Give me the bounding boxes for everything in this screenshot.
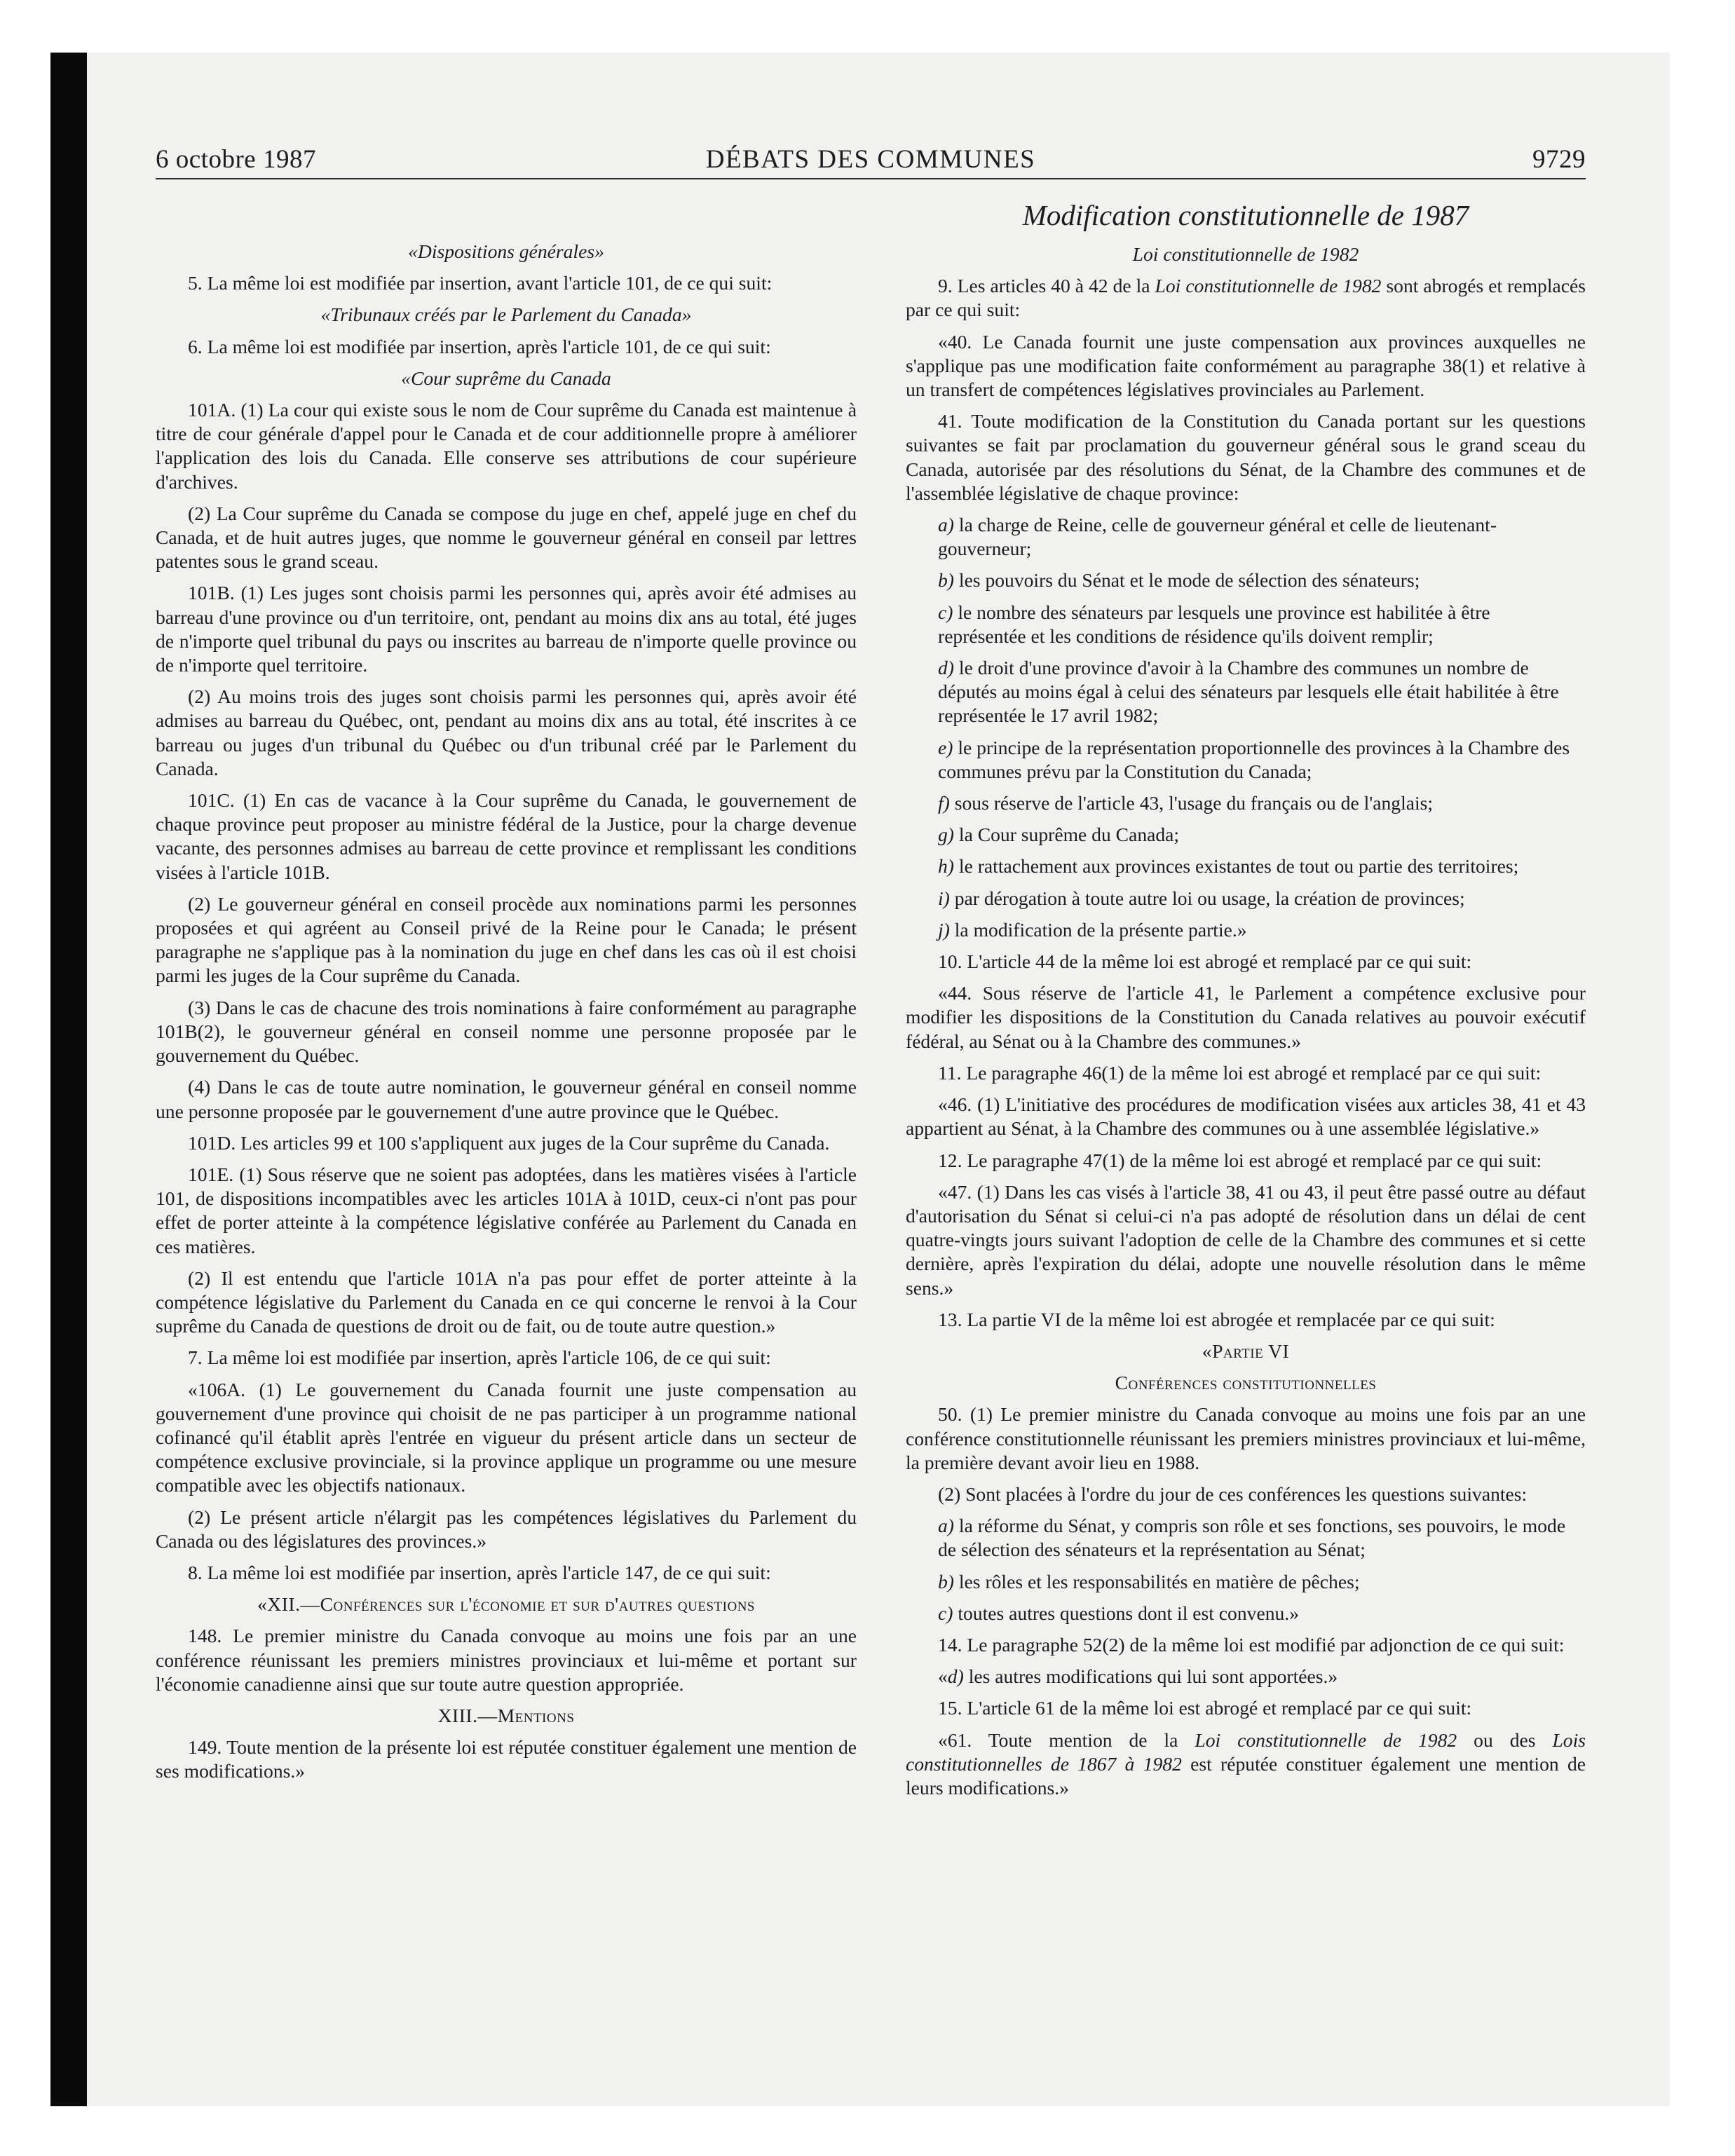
list-item-letter: i) <box>938 887 950 909</box>
article-148: 148. Le premier ministre du Canada convoque au moins une fois par an une conférence réunissant les premiers ministres provinciaux et lui-même et portant sur l'économie canadienne ainsi que sur toute autre question appropriée. <box>156 1625 857 1695</box>
list-item <box>906 601 1586 648</box>
list-item-text: les rôles et les responsabilités en matière de pêches; <box>954 1570 1360 1592</box>
right-column <box>906 198 1586 1808</box>
section-subtitle: Loi constitutionnelle de 1982 <box>1132 243 1359 265</box>
running-head <box>156 144 1586 179</box>
article-40: «40. Le Canada fournit une juste compensation aux provinces auxquelles ne s'applique pas une modification faite conformément au paragraphe 38(1) et relative à un transfert de compétences législatives provinciales au Parlement. <box>906 330 1586 401</box>
list-item-text: la charge de Reine, celle de gouverneur général et celle de lieutenant-gouverneur; <box>938 514 1497 560</box>
clause-14: 14. Le paragraphe 52(2) de la même loi est modifié par adjonction de ce qui suit: <box>938 1633 1565 1656</box>
article-46: «46. (1) L'initiative des procédures de modification visées aux articles 38, 41 et 43 appartient au Sénat, à la Chambre des communes ou à une assemblée législative.» <box>906 1093 1586 1140</box>
list-item <box>906 918 1586 942</box>
article-52-d <box>906 1665 1586 1688</box>
list-item <box>906 823 1586 847</box>
list-item-text: la modification de la présente partie.» <box>949 918 1247 941</box>
list-item-letter: c) <box>938 601 953 623</box>
article-50-1: 50. (1) Le premier ministre du Canada convoque au moins une fois par an une conférence constitutionnelle réunissant les premiers ministres provinciaux et lui-même, la première devant avoir lieu en 1988. <box>906 1403 1586 1473</box>
list-item-letter: b) <box>938 569 954 592</box>
scan-binding-edge <box>50 53 87 2106</box>
clause-9-text-b: sont abrogés et remplacés par ce qui suit: <box>906 275 1586 321</box>
list-item-text: les pouvoirs du Sénat et le mode de sélection des sénateurs; <box>954 569 1420 592</box>
article-61-text-c: est réputée constituer également une mention de leurs modifications.» <box>906 1752 1586 1799</box>
clause-13: 13. La partie VI de la même loi est abrogée et remplacée par ce qui suit: <box>938 1308 1495 1330</box>
article-52-d-letter: d) <box>947 1665 964 1688</box>
clause-10: 10. L'article 44 de la même loi est abrogé et remplacé par ce qui suit: <box>938 950 1472 973</box>
header-page-number: 9729 <box>1532 145 1586 174</box>
article-61-act-1982: Loi constitutionnelle de 1982 <box>1195 1728 1457 1751</box>
article-61 <box>906 1728 1586 1801</box>
clause-9-text-a: 9. Les articles 40 à 42 de la <box>938 275 1155 297</box>
clause-11: 11. Le paragraphe 46(1) de la même loi est abrogé et remplacé par ce qui suit: <box>938 1061 1542 1084</box>
list-item-letter: c) <box>938 1602 953 1624</box>
article-52-d-quote: « <box>938 1665 948 1688</box>
article-101A-2: (2) La Cour suprême du Canada se compose du juge en chef, appelé juge en chef du Canada, et de huit autres juges, que nomme le gouverneur général en conseil par lettres patentes sous le grand sceau. <box>156 502 857 573</box>
list-item-letter: e) <box>938 736 953 758</box>
list-item-text: la réforme du Sénat, y compris son rôle et ses fonctions, ses pouvoirs, le mode de sélection des sénateurs et la représentation au Sénat; <box>938 1515 1566 1561</box>
clause-15: 15. L'article 61 de la même loi est abrogé et remplacé par ce qui suit: <box>938 1697 1472 1719</box>
article-101C-1: 101C. (1) En cas de vacance à la Cour suprême du Canada, le gouvernement de chaque province peut proposer au ministre fédéral de la Justice, pour la charge devenue vacante, des personnes admises au barreau de cette province et remplissant les conditions visées à l'article 101B. <box>156 789 857 883</box>
article-101E-1: 101E. (1) Sous réserve que ne soient pas adoptées, dans les matières visées à l'article 101, de dispositions incompatibles avec les articles 101A à 101D, ceux-ci n'ont pas pour effet de porter atteinte à la compétence législative conférée au Parlement du Canada en ces matières. <box>156 1163 857 1257</box>
article-44: «44. Sous réserve de l'article 41, le Parlement a compétence exclusive pour modifier les dispositions de la Constitution du Canada relatives au pouvoir exécutif fédéral, au Sénat ou à la Chambre des communes.» <box>906 982 1586 1052</box>
list-item-text: le droit d'une province d'avoir à la Chambre des communes un nombre de députés au moins égal à celui des sénateurs par lesquels elle était habilitée à être représentée le 17 avril 1982; <box>938 657 1559 727</box>
list-item-text: la Cour suprême du Canada; <box>954 824 1180 846</box>
article-101D: 101D. Les articles 99 et 100 s'appliquent aux juges de la Cour suprême du Canada. <box>188 1131 830 1154</box>
left-column <box>156 198 857 1792</box>
article-41: 41. Toute modification de la Constitution du Canada portant sur les questions suivantes se fait par proclamation du gouverneur général sous le grand sceau du Canada, autorisée par des résolutions du Sénat, de la Chambre des communes et de l'assemblée législative de chaque province: <box>906 410 1586 504</box>
list-item <box>906 791 1586 815</box>
article-101A-1: 101A. (1) La cour qui existe sous le nom de Cour suprême du Canada est maintenue à titre de cour générale d'appel pour le Canada et de cour additionnelle propre à améliorer l'application des lois du Canada. Elle conserve ses attributions de cour supérieure d'archives. <box>156 399 857 493</box>
article-41-list <box>906 513 1586 942</box>
list-item <box>906 854 1586 878</box>
article-52-d-text: les autres modifications qui lui sont apportées.» <box>963 1665 1338 1688</box>
article-106A-2: (2) Le présent article n'élargit pas les compétences législatives du Parlement du Canada ou des législatures des provinces.» <box>156 1506 857 1552</box>
article-47: «47. (1) Dans les cas visés à l'article 38, 41 ou 43, il peut être passé outre au défaut d'autorisation du Sénat si celui-ci n'a pas adopté de résolution dans un délai de cent quatre-vingts jours suivant l'adoption de celle de la Chambre des communes et si cette dernière, après l'expiration du délai, adopte une nouvelle résolution dans le même sens.» <box>906 1180 1586 1299</box>
clause-9 <box>906 274 1586 322</box>
list-item <box>906 1514 1586 1562</box>
list-item-letter: g) <box>938 824 954 846</box>
list-item-letter: a) <box>938 1515 954 1537</box>
list-item-text: sous réserve de l'article 43, l'usage du français ou de l'anglais; <box>949 792 1434 814</box>
article-50-2: (2) Sont placées à l'ordre du jour de ces conférences les questions suivantes: <box>938 1482 1528 1505</box>
list-item-letter: f) <box>938 792 950 814</box>
heading-part-xii: «XII.—Conférences sur l'économie et sur d'autres questions <box>257 1593 755 1616</box>
list-item-text: le nombre des sénateurs par lesquels une province est habilitée à être représentée et les conditions de résidence qu'ils doivent remplir; <box>938 601 1490 647</box>
heading-conferences: Conférences constitutionnelles <box>1115 1372 1377 1394</box>
clause-6: 6. La même loi est modifiée par insertion, après l'article 101, de ce qui suit: <box>188 335 771 357</box>
list-item-text: le principe de la représentation proportionnelle des provinces à la Chambre des communes prévu par la Constitution du Canada; <box>938 736 1570 782</box>
clause-5: 5. La même loi est modifiée par insertion, avant l'article 101, de ce qui suit: <box>188 272 773 294</box>
article-101C-4: (4) Dans le cas de toute autre nomination, le gouverneur général en conseil nomme une personne proposée par le gouvernement d'une autre province que le Québec. <box>156 1076 857 1122</box>
article-101C-3: (3) Dans le cas de chacune des trois nominations à faire conformément au paragraphe 101B(2), le gouverneur général en conseil nomme une personne proposée par le gouvernement du Québec. <box>156 996 857 1067</box>
heading-dispositions: «Dispositions générales» <box>408 240 604 262</box>
heading-part-xiii: XIII.—Mentions <box>437 1704 575 1726</box>
list-item-letter: a) <box>938 514 954 536</box>
list-item <box>906 568 1586 592</box>
heading-cour-supreme: «Cour suprême du Canada <box>401 367 611 389</box>
list-item-letter: d) <box>938 657 954 679</box>
section-title: Modification constitutionnelle de 1987 <box>1022 199 1469 231</box>
list-item-letter: j) <box>938 918 950 941</box>
article-61-text-b: ou des <box>1457 1728 1553 1751</box>
list-item <box>906 1570 1586 1594</box>
clause-12: 12. Le paragraphe 47(1) de la même loi est abrogé et remplacé par ce qui suit: <box>938 1149 1542 1171</box>
header-rule <box>156 178 1586 179</box>
article-61-text-a: «61. Toute mention de la <box>938 1728 1195 1751</box>
list-item <box>906 513 1586 561</box>
article-106A-1: «106A. (1) Le gouvernement du Canada fournit une juste compensation au gouvernement d'une province qui choisit de ne pas participer à un programme national cofinancé qu'il établit après l'entrée en vigueur du présent article dans un secteur de compétence exclusive provinciale, si la province applique un programme ou une mesure compatible avec les objectifs nationaux. <box>156 1378 857 1496</box>
article-101B-1: 101B. (1) Les juges sont choisis parmi les personnes qui, après avoir été admises au barreau d'une province ou d'un territoire, ont, pendant au moins dix ans au total, été juges de n'importe quel tribunal du pays ou inscrites au barreau de n'importe quelle province ou de n'importe quel territoire. <box>156 582 857 676</box>
list-item <box>906 736 1586 784</box>
header-publication: DÉBATS DES COMMUNES <box>705 145 1036 174</box>
list-item <box>906 656 1586 728</box>
article-50-list <box>906 1514 1586 1625</box>
article-101E-2: (2) Il est entendu que l'article 101A n'a pas pour effet de porter atteinte à la compétence législative du Parlement du Canada en ce qui concerne le renvoi à la Cour suprême du Canada de questions de droit ou de fait, ou de toute autre question.» <box>156 1267 857 1337</box>
list-item-text: le rattachement aux provinces existantes de tout ou partie des territoires; <box>954 855 1519 878</box>
heading-partie-vi: «Partie VI <box>1202 1339 1290 1362</box>
clause-9-act-title: Loi constitutionnelle de 1982 <box>1155 275 1382 297</box>
article-101B-2: (2) Au moins trois des juges sont choisis parmi les personnes qui, après avoir été admises au barreau du Québec, ont, pendant au moins dix ans au total, été inscrites à ce barreau ou juges d'un tribunal du Québec ou d'un tribunal créé par le Parlement du Canada. <box>156 685 857 779</box>
article-101C-2: (2) Le gouverneur général en conseil procède aux nominations parmi les personnes proposées et qui agréent au Conseil privé de la Reine pour le Canada; le présent paragraphe ne s'applique pas à la nomination du juge en chef dans les cas où il est choisi parmi les juges de la Cour suprême du Canada. <box>156 892 857 987</box>
article-149: 149. Toute mention de la présente loi est réputée constituer également une mention de ses modifications.» <box>156 1736 857 1782</box>
list-item-letter: b) <box>938 1570 954 1592</box>
header-date: 6 octobre 1987 <box>156 145 316 174</box>
article-61-acts-1867-1982: Lois constitutionnelles de 1867 à 1982 <box>906 1728 1586 1775</box>
clause-8: 8. La même loi est modifiée par insertion, après l'article 147, de ce qui suit: <box>188 1561 771 1583</box>
clause-7: 7. La même loi est modifiée par insertion, après l'article 106, de ce qui suit: <box>188 1346 771 1369</box>
list-item-text: toutes autres questions dont il est convenu.» <box>953 1602 1299 1624</box>
heading-tribunaux: «Tribunaux créés par le Parlement du Canada» <box>320 303 692 326</box>
list-item-text: par dérogation à toute autre loi ou usage, la création de provinces; <box>949 887 1465 909</box>
list-item-letter: h) <box>938 855 954 878</box>
list-item <box>906 1602 1586 1625</box>
list-item <box>906 887 1586 910</box>
